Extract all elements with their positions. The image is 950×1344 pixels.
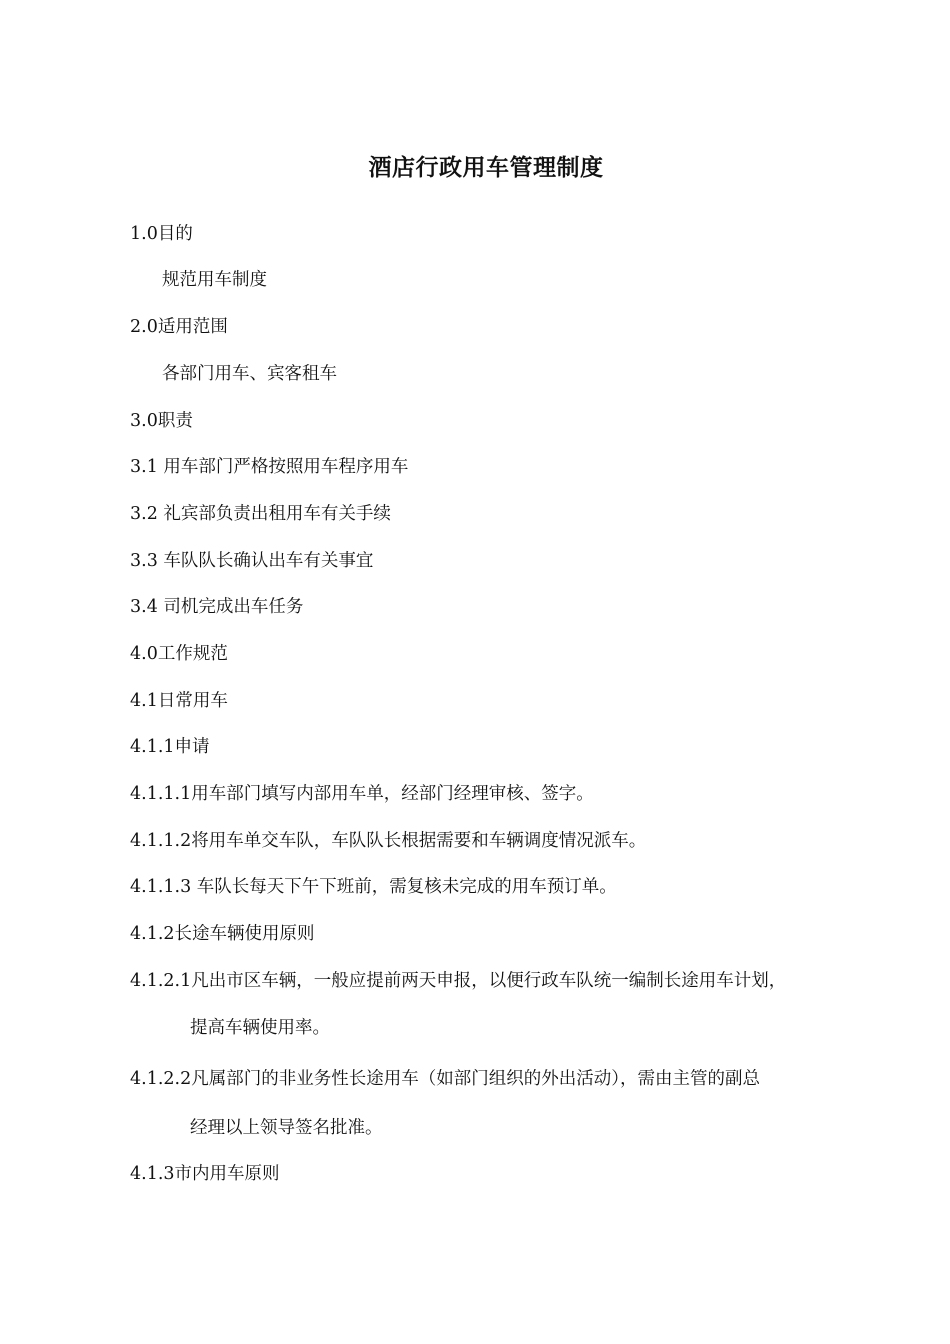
list-item: 4.1.2.2凡属部门的非业务性长途用车（如部门组织的外出活动），需由主管的副总 <box>130 1069 760 1089</box>
subsection-heading: 4.1.1申请 <box>130 737 210 757</box>
subsection-heading: 4.1.3市内用车原则 <box>130 1164 280 1184</box>
list-item-continuation: 提高车辆使用率。 <box>190 1018 330 1038</box>
document-title: 酒店行政用车管理制度 <box>368 155 604 181</box>
list-item: 3.2 礼宾部负责出租用车有关手续 <box>130 504 391 524</box>
section-heading-purpose: 1.0目的 <box>130 224 193 244</box>
paragraph-text: 各部门用车、宾客租车 <box>162 364 337 384</box>
section-heading-work-norms: 4.0工作规范 <box>130 644 228 664</box>
list-item: 3.3 车队队长确认出车有关事宜 <box>130 551 374 571</box>
list-item-continuation: 经理以上领导签名批准。 <box>190 1118 383 1138</box>
subsection-heading: 4.1.2长途车辆使用原则 <box>130 924 315 944</box>
list-item: 3.1 用车部门严格按照用车程序用车 <box>130 457 409 477</box>
list-item: 3.4 司机完成出车任务 <box>130 597 304 617</box>
subsection-heading: 4.1日常用车 <box>130 691 228 711</box>
list-item: 4.1.1.2将用车单交车队，车队队长根据需要和车辆调度情况派车。 <box>130 831 647 851</box>
section-heading-scope: 2.0适用范围 <box>130 317 228 337</box>
list-item: 4.1.1.3 车队长每天下午下班前，需复核未完成的用车预订单。 <box>130 877 617 897</box>
list-item: 4.1.1.1用车部门填写内部用车单，经部门经理审核、签字。 <box>130 784 594 804</box>
paragraph-text: 规范用车制度 <box>162 270 267 290</box>
section-heading-duties: 3.0职责 <box>130 411 193 431</box>
list-item: 4.1.2.1凡出市区车辆，一般应提前两天申报，以便行政车队统一编制长途用车计划， <box>130 971 787 991</box>
